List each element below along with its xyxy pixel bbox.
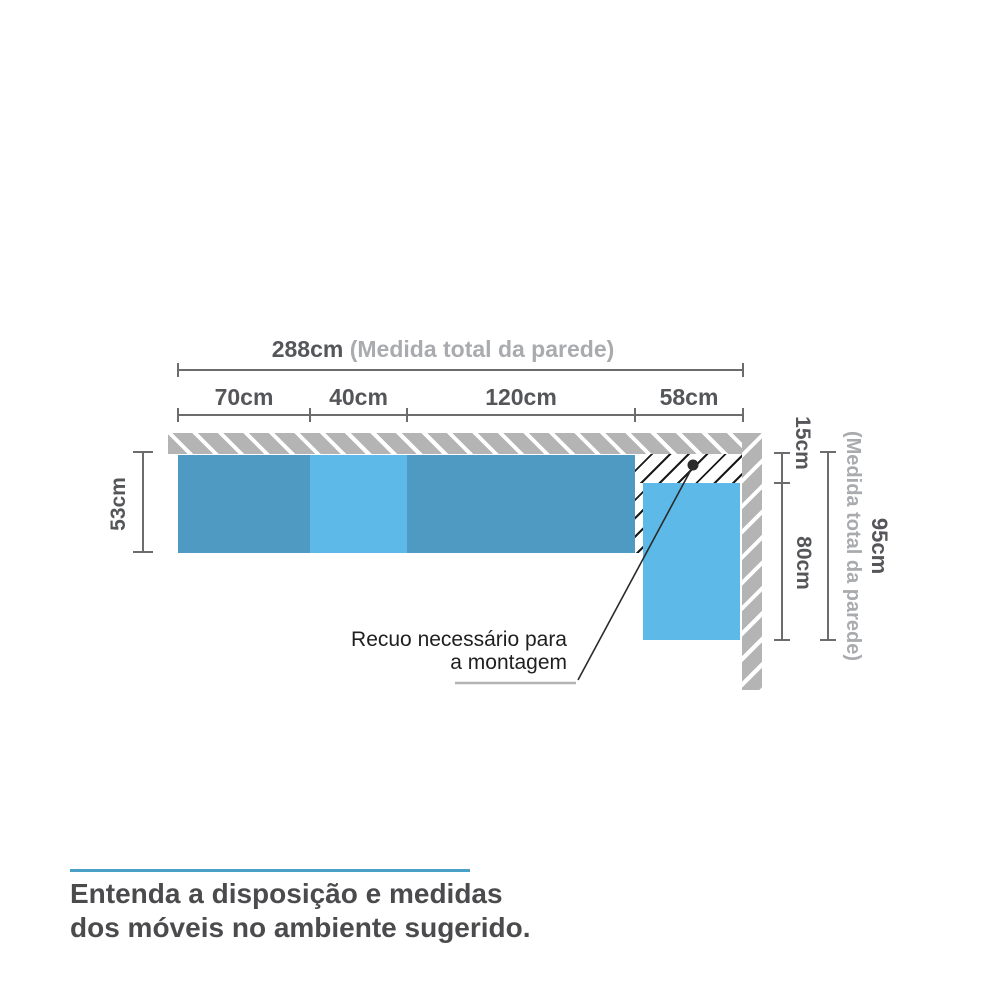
cabinet-height-label-80cm: 80cm [792,536,815,590]
right-total-value: 95cm [867,517,892,575]
right-total-label [840,426,892,666]
recess-annotation-line1: Recuo necessário para [351,628,567,651]
depth-dimline [133,452,153,552]
right-total-note: (Medida total da parede) [842,430,864,662]
recess-depth-label-15cm: 15cm [791,416,814,470]
annotation-leader-line [578,466,693,680]
depth-label-53cm: 53cm [107,477,130,531]
caption-line1: Entenda a disposição e medidas [70,878,503,909]
caption [70,877,540,945]
caption-line2: dos móveis no ambiente sugerido. [70,912,531,943]
segments-dimline [178,408,743,422]
annotation-leader-dot [688,460,699,471]
segment-label-40cm: 40cm [329,384,388,410]
segment-label-70cm: 70cm [214,384,274,410]
total-width-dimline [178,363,743,377]
total-width-label [157,336,729,363]
segment-label-58cm: 58cm [659,384,719,410]
total-width-value: 288cm [271,336,344,362]
total-width-note: (Medida total da parede) [349,336,615,362]
right-total-dimline [820,452,836,640]
right-inner-dimline [774,453,790,640]
segment-label-120cm: 120cm [485,384,557,410]
recess-annotation-line2: a montagem [450,651,567,674]
recess-annotation [320,628,567,674]
caption-divider-rule [70,869,470,872]
